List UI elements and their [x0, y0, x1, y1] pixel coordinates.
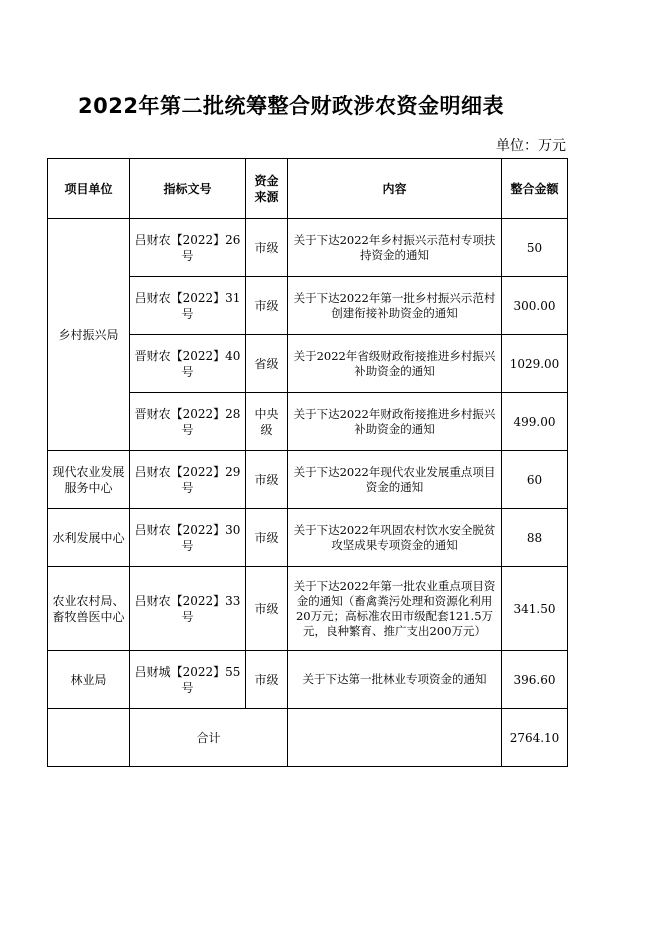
- cell-source: 中央级: [246, 393, 288, 451]
- cell-content: 关于2022年省级财政衔接推进乡村振兴补助资金的通知: [288, 335, 502, 393]
- cell-amount: 499.00: [502, 393, 568, 451]
- header-amount: 整合金额: [502, 159, 568, 219]
- cell-doc: 吕财城【2022】55号: [130, 651, 246, 709]
- cell-amount: 60: [502, 451, 568, 509]
- header-source: 资金来源: [246, 159, 288, 219]
- table-row: [48, 451, 568, 509]
- funds-table: [47, 158, 568, 767]
- cell-amount: 300.00: [502, 277, 568, 335]
- cell-amount: 341.50: [502, 567, 568, 651]
- cell-doc: 晋财农【2022】40号: [130, 335, 246, 393]
- total-row: [48, 709, 568, 767]
- cell-source: 市级: [246, 567, 288, 651]
- cell-source: 省级: [246, 335, 288, 393]
- total-content-empty: [288, 709, 502, 767]
- cell-content: 关于下达2022年巩固农村饮水安全脱贫攻坚成果专项资金的通知: [288, 509, 502, 567]
- cell-doc: 吕财农【2022】33号: [130, 567, 246, 651]
- unit-label: 单位：万元: [496, 138, 566, 154]
- cell-doc: 吕财农【2022】26号: [130, 219, 246, 277]
- cell-amount: 396.60: [502, 651, 568, 709]
- cell-content: 关于下达2022年现代农业发展重点项目资金的通知: [288, 451, 502, 509]
- cell-amount: 1029.00: [502, 335, 568, 393]
- cell-content: 关于下达2022年乡村振兴示范村专项扶持资金的通知: [288, 219, 502, 277]
- total-empty-cell: [48, 709, 130, 767]
- total-amount: 2764.10: [502, 709, 568, 767]
- cell-unit: 林业局: [48, 651, 130, 709]
- cell-source: 市级: [246, 509, 288, 567]
- cell-content: 关于下达第一批林业专项资金的通知: [288, 651, 502, 709]
- cell-unit: 乡村振兴局: [48, 219, 130, 451]
- cell-amount: 88: [502, 509, 568, 567]
- cell-amount: 50: [502, 219, 568, 277]
- cell-source: 市级: [246, 219, 288, 277]
- cell-content: 关于下达2022年第一批乡村振兴示范村创建衔接补助资金的通知: [288, 277, 502, 335]
- cell-source: 市级: [246, 651, 288, 709]
- cell-unit: 现代农业发展服务中心: [48, 451, 130, 509]
- total-label: 合计: [130, 709, 288, 767]
- cell-doc: 晋财农【2022】28号: [130, 393, 246, 451]
- header-unit: 项目单位: [48, 159, 130, 219]
- table-row: [48, 509, 568, 567]
- cell-source: 市级: [246, 277, 288, 335]
- table-row: [48, 567, 568, 651]
- cell-unit: 水利发展中心: [48, 509, 130, 567]
- page-title: 2022年第二批统筹整合财政涉农资金明细表: [78, 94, 504, 118]
- table-row: [48, 651, 568, 709]
- table-header-row: [48, 159, 568, 219]
- cell-doc: 吕财农【2022】31号: [130, 277, 246, 335]
- table-row: [48, 219, 568, 277]
- cell-content: 关于下达2022年财政衔接推进乡村振兴补助资金的通知: [288, 393, 502, 451]
- cell-source: 市级: [246, 451, 288, 509]
- cell-doc: 吕财农【2022】30号: [130, 509, 246, 567]
- cell-doc: 吕财农【2022】29号: [130, 451, 246, 509]
- cell-unit: 农业农村局、畜牧兽医中心: [48, 567, 130, 651]
- header-content: 内容: [288, 159, 502, 219]
- header-doc: 指标文号: [130, 159, 246, 219]
- cell-content: 关于下达2022年第一批农业重点项目资金的通知（畜禽粪污处理和资源化利用20万元；高标准农田市级配套121.5万元，良种繁育、推广支出200万元）: [288, 567, 502, 651]
